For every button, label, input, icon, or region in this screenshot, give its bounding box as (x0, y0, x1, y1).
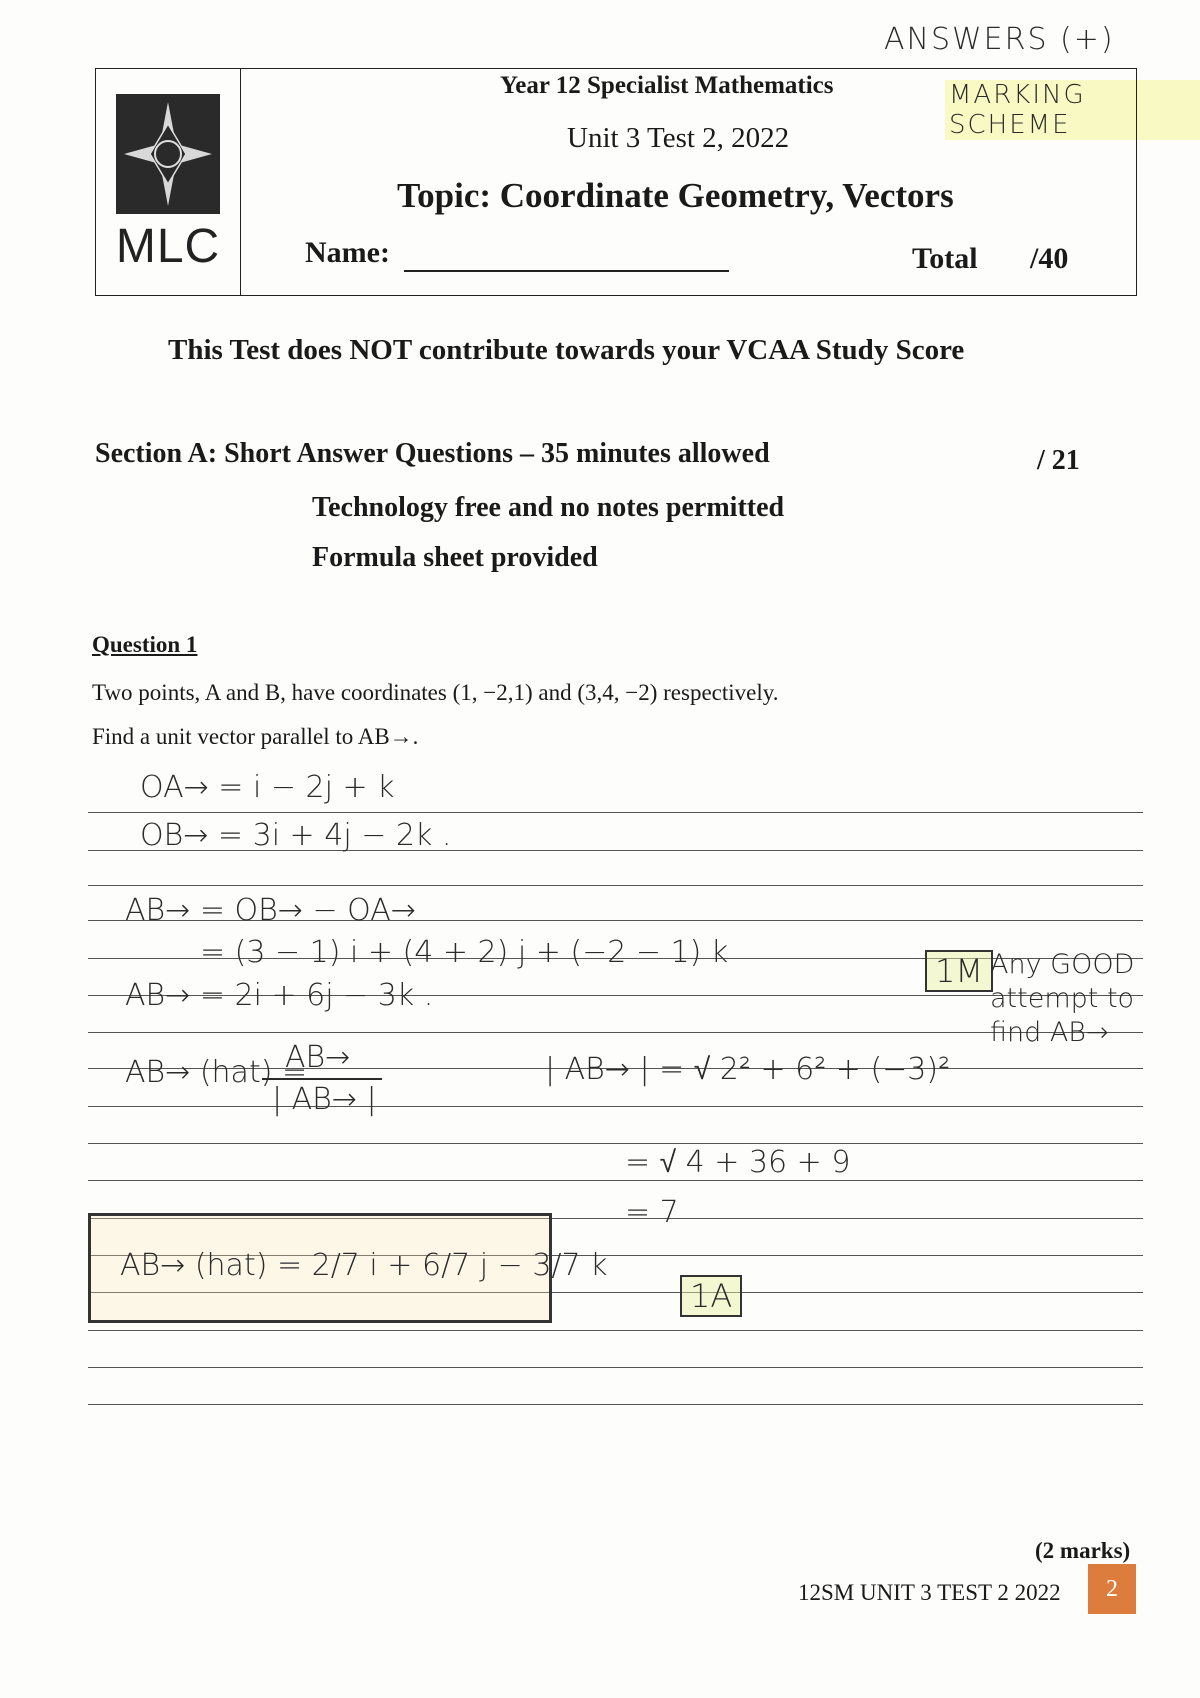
working-magnitude-2: = √ 4 + 36 + 9 (625, 1145, 851, 1180)
answers-annotation: ANSWERS (+) (884, 22, 1115, 57)
unit-title: Unit 3 Test 2, 2022 (567, 122, 790, 154)
working-unit-numerator: AB→ (285, 1040, 351, 1075)
answer-rule (88, 1143, 1143, 1144)
working-ob: OB→ = 3i + 4j − 2k . (140, 818, 452, 853)
fraction-bar (262, 1078, 382, 1080)
answer-rule (88, 1404, 1143, 1405)
name-label: Name: (305, 236, 390, 269)
total-label: Total (912, 242, 978, 275)
section-title: Section A: Short Answer Questions – 35 minutes allowed (95, 438, 770, 469)
question-title: Question 1 (92, 632, 198, 657)
working-unit-lhs: AB→ (hat) = (125, 1055, 308, 1090)
working-ab-substitution: = (3 − 1) i + (4 + 2) j + (−2 − 1) k (200, 935, 729, 970)
working-ab-result: AB→ = 2i + 6j − 3k . (125, 978, 434, 1013)
working-unit-denominator: | AB→ | (272, 1082, 377, 1117)
question-prompt: Find a unit vector parallel to AB→. (92, 724, 419, 749)
final-answer: AB→ (hat) = 2/7 i + 6/7 j − 3/7 k (120, 1248, 608, 1283)
answer-rule (88, 1330, 1143, 1331)
section-line-formula: Formula sheet provided (312, 542, 598, 573)
star-emblem-icon (116, 94, 220, 214)
topic-title: Topic: Coordinate Geometry, Vectors (397, 176, 954, 215)
method-mark: 1M (925, 950, 993, 992)
question-marks: (2 marks) (1035, 1538, 1131, 1563)
answer-rule (88, 1106, 1143, 1107)
footer-test-code: 12SM UNIT 3 TEST 2 2022 (798, 1580, 1061, 1605)
working-oa: OA→ = i − 2j + k (140, 770, 395, 805)
logo-cell (96, 69, 241, 295)
logo-text: MLC (115, 220, 221, 273)
section-marks: / 21 (1037, 445, 1080, 476)
working-magnitude-1: | AB→ | = √ 2² + 6² + (−3)² (545, 1052, 951, 1087)
answer-rule (88, 1032, 1143, 1033)
section-line-technology: Technology free and no notes permitted (312, 492, 785, 523)
course-title: Year 12 Specialist Mathematics (500, 72, 834, 99)
marking-scheme-annotation: MARKING SCHEME (945, 80, 1200, 140)
method-mark-note: Any GOOD attempt to find AB→ (990, 949, 1135, 1048)
answer-rule (88, 812, 1143, 813)
working-magnitude-3: = 7 (625, 1195, 679, 1230)
answer-rule (88, 885, 1143, 886)
answer-mark: 1A (680, 1275, 742, 1317)
answer-rule (88, 1367, 1143, 1368)
school-crest-logo (116, 94, 220, 214)
working-ab-definition: AB→ = OB→ − OA→ (125, 893, 416, 928)
question-text: Two points, A and B, have coordinates (1, −2,1) and (3,4, −2) respectively. (92, 680, 779, 705)
name-answer-line (404, 270, 729, 272)
total-value: /40 (1030, 242, 1069, 275)
page-number: 2 (1088, 1564, 1136, 1614)
answer-rule (88, 1180, 1143, 1181)
notice-text: This Test does NOT contribute towards your VCAA Study Score (168, 334, 965, 366)
